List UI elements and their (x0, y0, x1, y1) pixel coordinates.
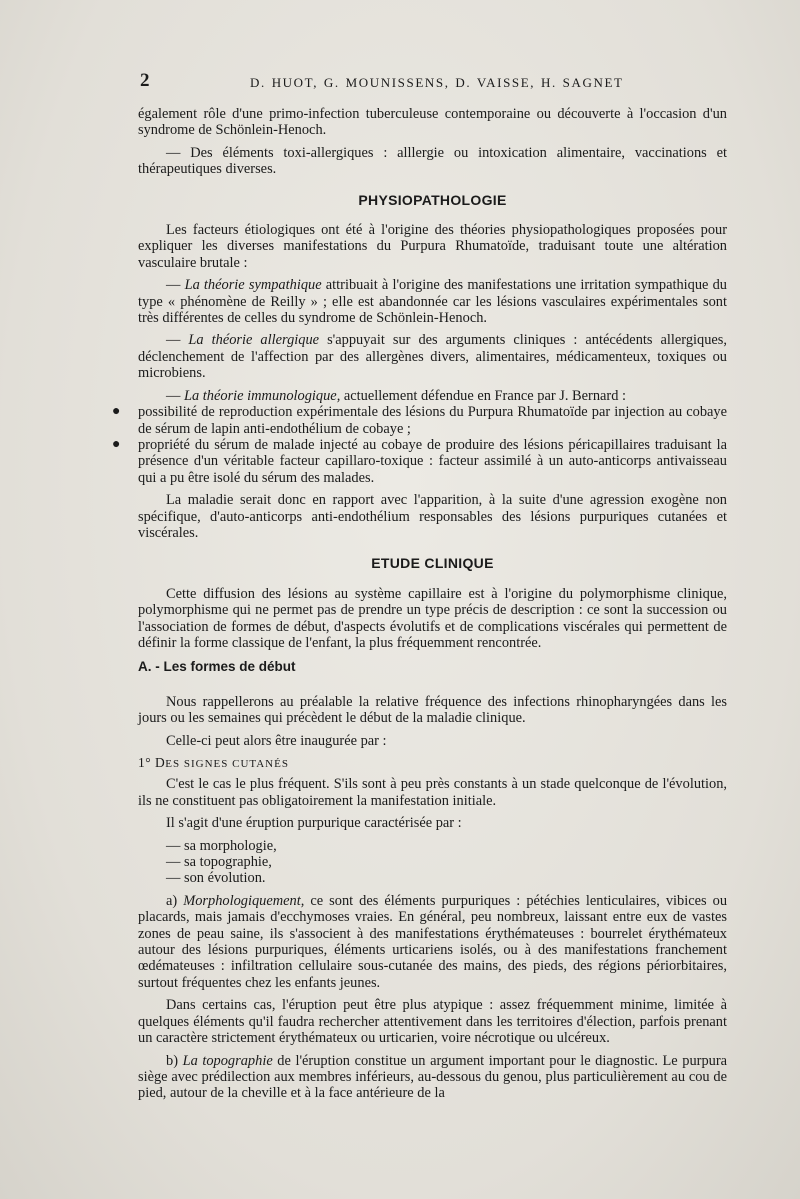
dash: — (166, 277, 185, 294)
list-item (112, 436, 727, 486)
emphasis: La topographie (182, 1052, 273, 1069)
paragraph (138, 277, 727, 326)
list-item: — son évolution. (166, 870, 266, 887)
subheading-text: ES SIGNES CUTANÉS (165, 758, 289, 770)
paragraph-text: attribuait à l'origine des manifestations une irritation sympathique du type « phénomène de Reilly » ; elle est abandonnée car les lésions vasculaires expérimentales sont très différentes de celles du syndrome de Schönlein-Henoch. (138, 277, 727, 327)
paragraph-text: actuellement défendue en France par J. Bernard : (340, 387, 626, 404)
list-item-text: propriété du sérum de malade injecté au cobaye de produire des lésions péricapillaires traduisant la présence d'un véritable facteur capillaro-toxique : facteur assimilé à un auto-anticorps antivaisseau qui a pu être isolé du sérum des malades. (138, 436, 727, 486)
paragraph: également rôle d'une primo-infection tuberculeuse contemporaine ou découverte à l'occasion d'un syndrome de Schönlein-Henoch. (138, 106, 727, 139)
dash: — (166, 387, 184, 404)
paragraph (138, 1053, 727, 1102)
paragraph-text: s'appuyait sur des arguments cliniques : antécédents allergiques, déclenchement de l'affection par des allergènes divers, alimentaires, médicamenteux, toxiques ou microbiens. (138, 332, 727, 382)
section-title-etude-clinique: ETUDE CLINIQUE (371, 555, 494, 572)
subheading-initial: D (155, 755, 166, 770)
paragraph: Il s'agit d'une éruption purpurique caractérisée par : (166, 815, 462, 832)
bullet-icon: ● (112, 436, 121, 452)
list-item: — sa morphologie, (166, 837, 277, 854)
paragraph: Les facteurs étiologiques ont été à l'origine des théories physiopathologiques proposées pour expliquer les diverses manifestations du Purpura Rhumatoïde, traduisant toute une altération vasculaire brutale : (138, 222, 727, 271)
section-title-physiopathologie: PHYSIOPATHOLOGIE (358, 191, 507, 208)
paragraph-text: ce sont des éléments purpuriques : pétéchies lenticulaires, vibices ou placards, mais jamais d'ecchymoses vraies. En général, peu nombreux, laissant entre eux de vastes zones de peau saine, ils s'associent à des manifestations érythémateuses : bourrelet érythémateux autour des lésions purpuriques, éléments urticariens isolés, ou à des manifestations franchement œdémateuses : infiltration cellulaire sous-cutanée des mains, des pieds, des régions périorbitaires, surtout fréquentes chez les enfants jeunes. (138, 892, 728, 991)
paragraph: La maladie serait donc en rapport avec l'apparition, à la suite d'une agression exogène non spécifique, d'auto-anticorps anti-endothélium responsables des lésions purpuriques cutanées et viscérales. (138, 492, 727, 541)
subheading-signes-cutanes (138, 755, 727, 772)
subsection-title: A. - Les formes de début (138, 659, 296, 675)
list-item: — sa topographie, (166, 854, 272, 871)
paragraph-text: de l'éruption constitue un argument important pour le diagnostic. Le purpura siège avec prédilection aux membres inférieurs, au-dessous du genou, plus particulièrement au cou de pied, autour de la cheville et à la face antérieure de la (138, 1052, 728, 1102)
paragraph: C'est le cas le plus fréquent. S'ils sont à peu près constants à un stade quelconque de l'évolution, ils ne constituent pas obligatoirement la manifestation initiale. (138, 776, 727, 809)
page-header (140, 70, 730, 94)
running-head: D. HUOT, G. MOUNISSENS, D. VAISSE, H. SAGNET (250, 75, 624, 90)
paragraph (138, 332, 727, 381)
bullet-list (112, 404, 727, 486)
paragraph (138, 893, 727, 991)
emphasis: La théorie sympathique (184, 277, 322, 294)
paragraph (138, 388, 727, 404)
emphasis: Morphologiquement, (183, 892, 305, 909)
page-number: 2 (140, 70, 150, 91)
paragraph-lead: a) (166, 892, 184, 909)
emphasis: La théorie immunologique, (184, 387, 341, 404)
emphasis: La théorie allergique (188, 332, 320, 349)
subheading-number: 1° (138, 755, 156, 770)
paragraph: Celle-ci peut alors être inaugurée par : (166, 732, 387, 749)
paragraph: Nous rappellerons au préalable la relative fréquence des infections rhinopharyngées dans les jours ou les semaines qui précèdent le début de la maladie clinique. (138, 693, 727, 727)
article-body (112, 106, 728, 1108)
dash-list (166, 838, 727, 887)
paragraph: Cette diffusion des lésions au système capillaire est à l'origine du polymorphisme clinique, polymorphisme qui ne permet pas de prendre un type précis de description : ce sont la succession ou l'association de formes de début, d'aspects évolutifs et de complications viscérales qui permettent de définir la forme classique de l'enfant, la plus fréquemment rencontrée. (138, 585, 727, 651)
paragraph-lead: b) (166, 1052, 183, 1069)
bullet-icon: ● (112, 404, 121, 420)
paragraph: Dans certains cas, l'éruption peut être plus atypique : assez fréquemment minime, limitée à quelques éléments qu'il faudra rechercher attentivement dans les territoires d'élection, parfois prenant un caractère strictement érythémateux ou urticarien, voire nécrotique ou ulcéreux. (138, 997, 727, 1047)
list-item-text: possibilité de reproduction expérimentale des lésions du Purpura Rhumatoïde par injection au cobaye de sérum de lapin anti-endothélium de cobaye ; (138, 404, 727, 437)
dash: — (166, 332, 189, 349)
list-item (112, 404, 727, 437)
paragraph: — Des éléments toxi-allergiques : alllergie ou intoxication alimentaire, vaccinations et thérapeutiques diverses. (138, 144, 727, 178)
